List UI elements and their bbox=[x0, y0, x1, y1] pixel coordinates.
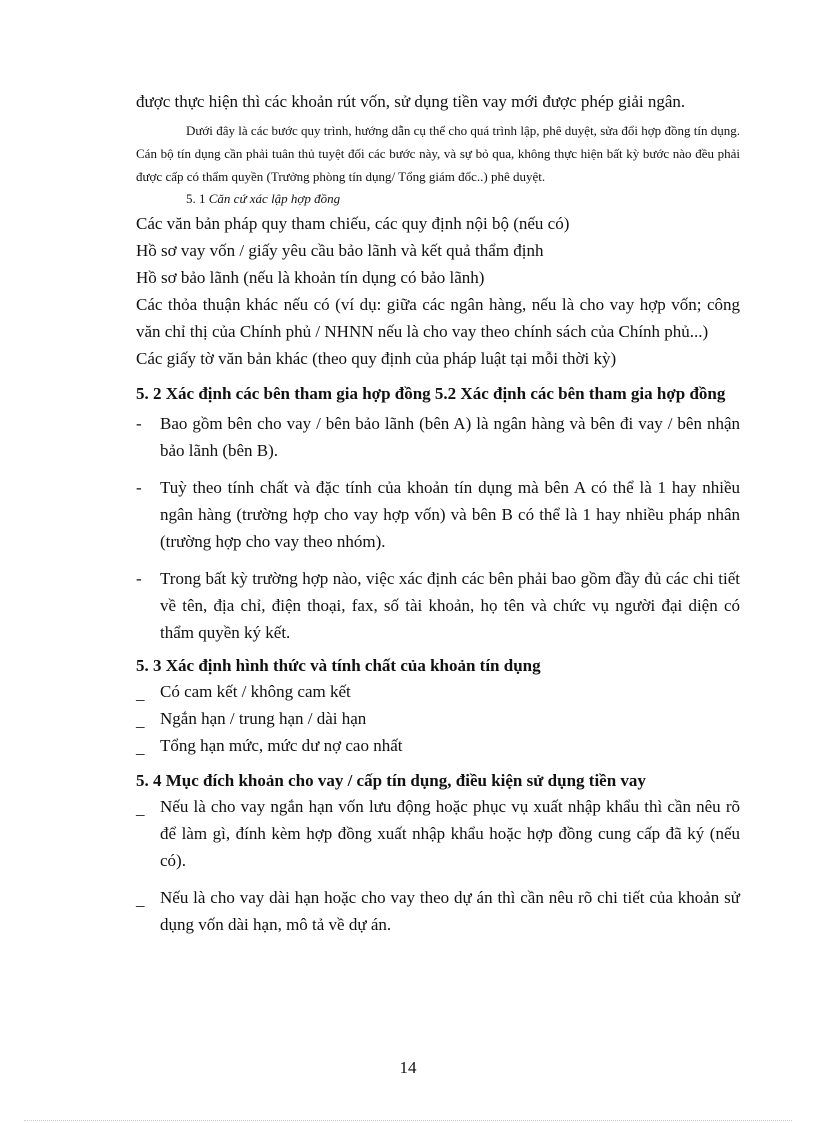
dash-bullet: - bbox=[136, 478, 142, 497]
list-item bbox=[136, 793, 740, 874]
underscore-bullet: _ bbox=[136, 799, 145, 818]
list-item-text: Trong bất kỳ trường hợp nào, việc xác định các bên phải bao gồm đầy đủ các chi tiết về tên, địa chỉ, điện thoại, fax, số tài khoản, họ tên và chức vụ người đại diện có thẩm quyền ký kết. bbox=[160, 569, 740, 642]
list-item-text: Tổng hạn mức, mức dư nợ cao nhất bbox=[160, 736, 403, 755]
section-5-2-list bbox=[136, 410, 740, 646]
basis-item: Hồ sơ bảo lãnh (nếu là khoản tín dụng có bảo lãnh) bbox=[136, 268, 485, 287]
list-item bbox=[136, 705, 740, 732]
list-item-text: Nếu là cho vay ngắn hạn vốn lưu động hoặc phục vụ xuất nhập khẩu thì cần nêu rõ để làm gì, đính kèm hợp đồng xuất nhập khẩu hoặc hợp đồng cung cấp đã ký (nếu có). bbox=[160, 797, 740, 870]
list-item bbox=[136, 884, 740, 938]
section-5-3-heading: 5. 3 Xác định hình thức và tính chất của khoản tín dụng bbox=[136, 656, 541, 675]
list-item bbox=[136, 732, 740, 759]
basis-item: Các giấy tờ văn bản khác (theo quy định của pháp luật tại mỗi thời kỳ) bbox=[136, 349, 617, 368]
underscore-bullet: _ bbox=[136, 890, 145, 909]
subsection-5-1-title bbox=[136, 188, 740, 210]
underscore-bullet: _ bbox=[136, 738, 145, 757]
document-page bbox=[136, 88, 740, 948]
list-item-text: Nếu là cho vay dài hạn hoặc cho vay theo dự án thì cần nêu rõ chi tiết của khoản sử dụng vốn dài hạn, mô tả về dự án. bbox=[160, 888, 740, 934]
footer-divider bbox=[24, 1120, 792, 1121]
list-item-text: Ngắn hạn / trung hạn / dài hạn bbox=[160, 709, 367, 728]
underscore-bullet: _ bbox=[136, 711, 145, 730]
section-5-4-list bbox=[136, 793, 740, 938]
basis-item: Các văn bản pháp quy tham chiếu, các quy định nội bộ (nếu có) bbox=[136, 214, 570, 233]
procedure-note: Dưới đây là các bước quy trình, hướng dẫn cụ thể cho quá trình lập, phê duyệt, sửa đổi hợp đồng tín dụng. Cán bộ tín dụng cần phải tuân thủ tuyệt đối các bước này, và sự bỏ qua, không thực hiện bất kỳ bước nào đều phải được cấp có thẩm quyền (Trưởng phòng tín dụng/ Tổng giám đốc..) phê duyệt. bbox=[136, 123, 740, 184]
list-item bbox=[136, 410, 740, 464]
underscore-bullet: _ bbox=[136, 684, 145, 703]
basis-item: Các thỏa thuận khác nếu có (ví dụ: giữa các ngân hàng, nếu là cho vay hợp vốn; công văn chỉ thị của Chính phủ / NHNN nếu là cho vay theo chính sách của Chính phủ...) bbox=[136, 295, 740, 341]
basis-list bbox=[136, 210, 740, 372]
page-number: 14 bbox=[399, 1058, 417, 1077]
list-item-text: Có cam kết / không cam kết bbox=[160, 682, 351, 701]
dash-bullet: - bbox=[136, 569, 142, 588]
subsection-5-1-label: Căn cứ xác lập hợp đồng bbox=[208, 191, 341, 206]
section-5-3-list bbox=[136, 678, 740, 759]
list-item bbox=[136, 678, 740, 705]
list-item bbox=[136, 474, 740, 555]
list-item-text: Tuỳ theo tính chất và đặc tính của khoản tín dụng mà bên A có thể là 1 hay nhiều ngân hàng (trường hợp cho vay hợp vốn) và bên B có thể là 1 hay nhiều pháp nhân (trường hợp cho vay theo nhóm). bbox=[160, 478, 740, 551]
list-item-text: Bao gồm bên cho vay / bên bảo lãnh (bên A) là ngân hàng và bên đi vay / bên nhận bảo lãnh (bên B). bbox=[160, 414, 740, 460]
basis-item: Hồ sơ vay vốn / giấy yêu cầu bảo lãnh và kết quả thẩm định bbox=[136, 241, 544, 260]
list-item bbox=[136, 565, 740, 646]
section-5-4-heading: 5. 4 Mục đích khoản cho vay / cấp tín dụng, điều kiện sử dụng tiền vay bbox=[136, 771, 646, 790]
dash-bullet: - bbox=[136, 414, 142, 433]
intro-continuation: được thực hiện thì các khoản rút vốn, sử dụng tiền vay mới được phép giải ngân. bbox=[136, 92, 686, 111]
section-5-2-heading: 5. 2 Xác định các bên tham gia hợp đồng 5.2 Xác định các bên tham gia hợp đồng bbox=[136, 384, 726, 403]
subsection-5-1-number: 5. 1 bbox=[186, 191, 206, 206]
